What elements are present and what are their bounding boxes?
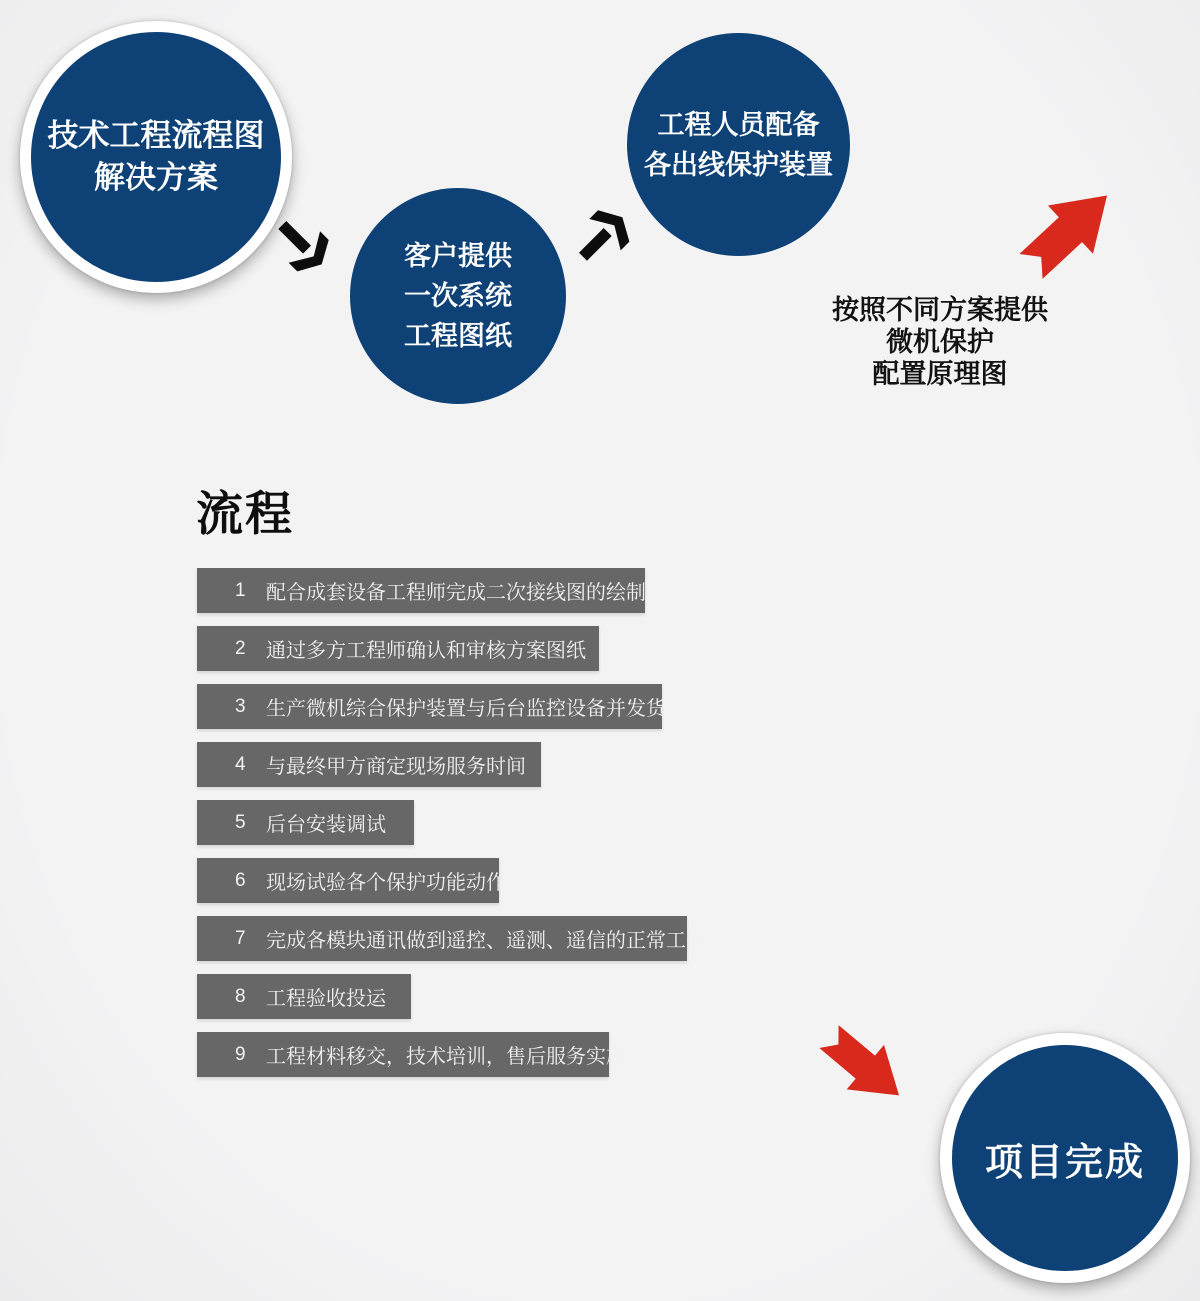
process-step-row [197,974,411,1019]
process-step-row [197,568,645,613]
process-step-row [197,800,414,845]
process-steps-list [197,568,706,1090]
process-step-row [197,1032,626,1077]
circle3-line1: 工程人员配备 [657,109,820,140]
step-text: 与最终甲方商定现场服务时间 [266,756,526,778]
title-circle-line1: 技术工程流程图 [47,118,265,153]
title-circle-line2: 解决方案 [94,160,218,195]
step-number: 5 [235,811,246,833]
step-text: 后台安装调试 [266,814,386,836]
process-step-row [197,684,666,729]
black-arrow-northeast-icon [568,203,636,271]
step-text: 通过多方工程师确认和审核方案图纸 [266,640,586,662]
circle2-line3: 工程图纸 [404,321,512,351]
project-complete-circle [940,1033,1190,1283]
step-number: 1 [235,579,246,601]
process-step-row [197,626,599,671]
step-number: 2 [235,637,246,659]
step-number: 7 [235,927,246,949]
process-step-row [197,858,506,903]
step-number: 8 [235,985,246,1007]
title-circle [20,21,292,293]
step-text: 完成各模块通讯做到遥控、遥测、遥信的正常工作 [266,930,706,952]
process-section-title: 流程 [196,487,294,540]
step-text: 工程材料移交，技术培训，售后服务实施 [266,1046,626,1068]
red-block-arrow-southeast-icon [802,1000,942,1145]
process-step-row [197,742,541,787]
project-complete-label: 项目完成 [984,1141,1145,1184]
black-arrow-southeast-icon [268,210,336,278]
circle2-line1: 客户提供 [404,241,512,271]
circle2-line2: 一次系统 [404,281,512,311]
step-number: 4 [235,753,246,775]
step-circle-protection-devices [627,33,850,256]
circle3-line2: 各出线保护装置 [644,149,833,180]
step-circle-customer-drawings [350,188,566,404]
process-step-row [197,916,706,961]
step-text: 配合成套设备工程师完成二次接线图的绘制 [266,582,646,604]
annotation-line3: 配置原理图 [872,359,1008,389]
step-text: 生产微机综合保护装置与后台监控设备并发货 [266,698,666,720]
step-text: 现场试验各个保护功能动作 [266,872,506,894]
step-number: 6 [235,869,246,891]
step-text: 工程验收投运 [266,988,386,1010]
step-number: 9 [235,1043,246,1065]
annotation-line1: 按照不同方案提供 [832,295,1048,325]
red-block-arrow-northeast-icon [995,163,1140,308]
annotation-line2: 微机保护 [886,327,994,357]
step-number: 3 [235,695,246,717]
annotation-text [800,294,1080,390]
